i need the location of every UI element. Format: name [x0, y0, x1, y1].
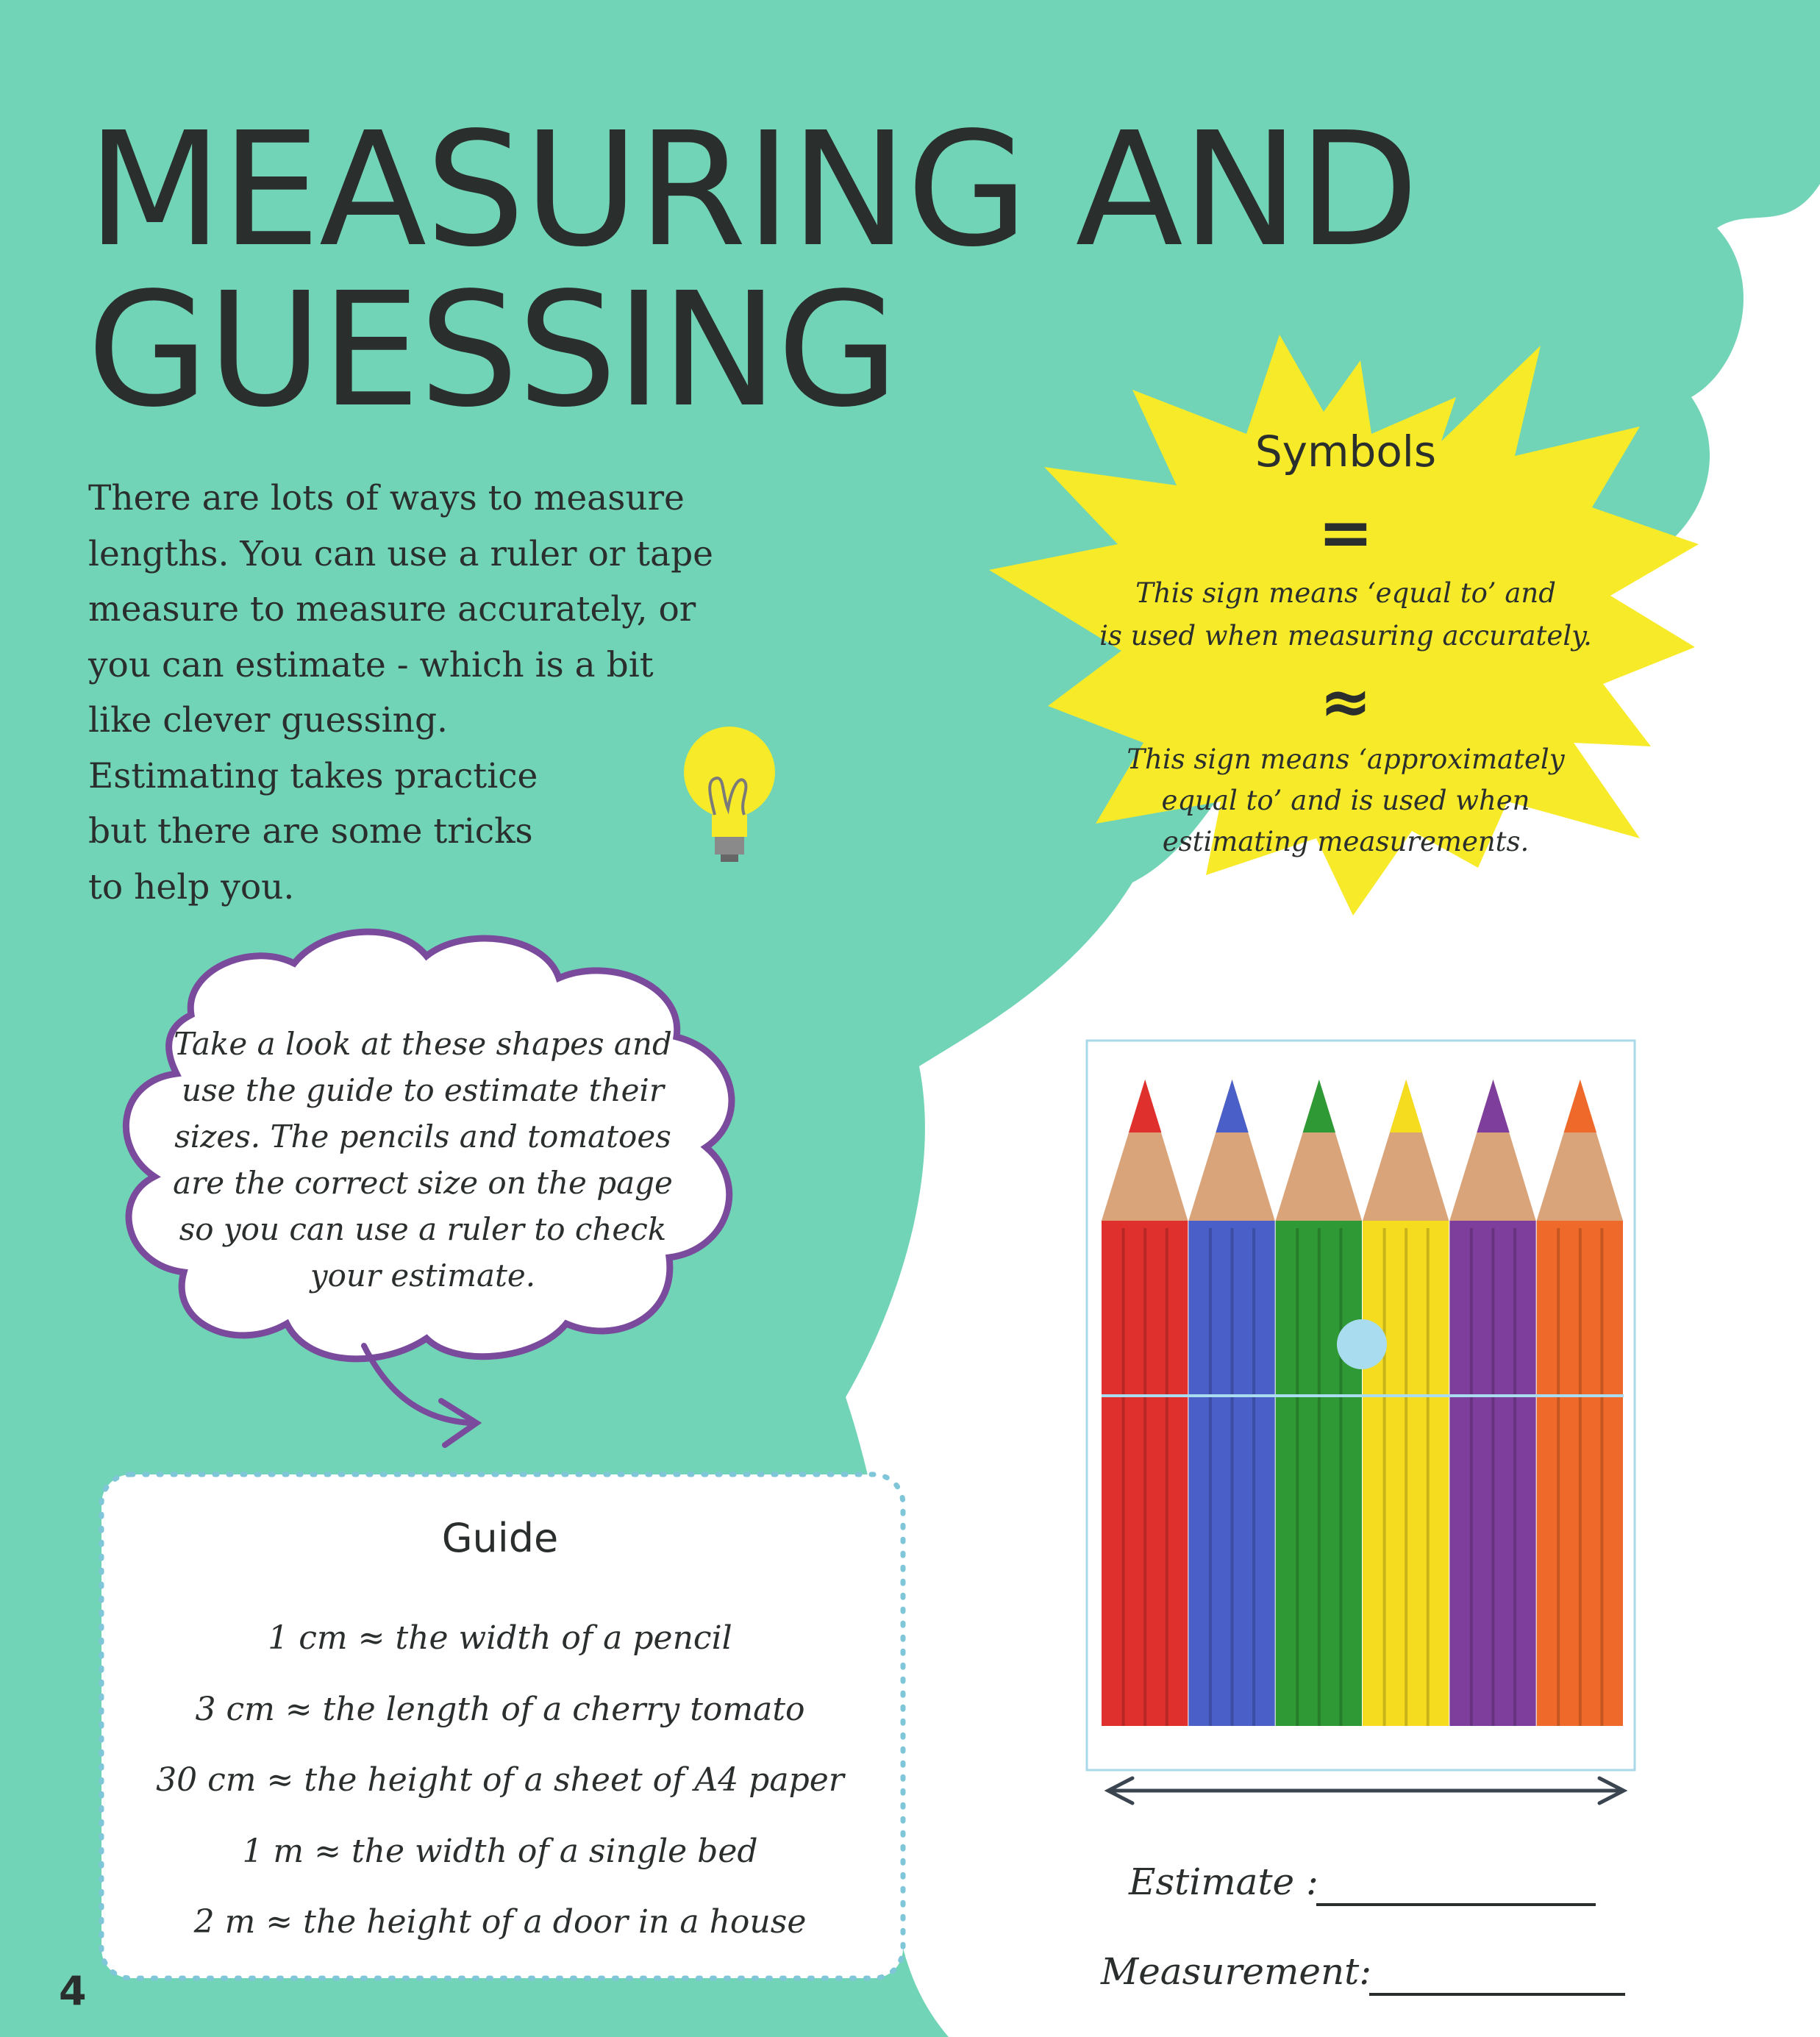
pencil [1363, 1080, 1449, 1726]
intro-line: to help you. [88, 866, 295, 907]
guide-row: 2 m ≈ the height of a door in a house [193, 1903, 807, 1941]
intro-line: lengths. You can use a ruler or tape [88, 533, 713, 574]
equal-description-line: is used when measuring accurately. [1099, 620, 1592, 652]
approximately-sign: ≈ [1319, 666, 1372, 738]
pencil [1276, 1080, 1362, 1726]
pencil-tip [1303, 1080, 1335, 1132]
pencil-tip [1390, 1080, 1422, 1132]
pencil [1102, 1080, 1188, 1726]
tip-line: sizes. The pencils and tomatoes [174, 1119, 671, 1155]
tip-line: Take a look at these shapes and [174, 1026, 672, 1062]
approx-description-line: equal to’ and is used when [1161, 785, 1530, 816]
tip-line: are the correct size on the page [173, 1165, 673, 1201]
tip-text [151, 1021, 695, 1299]
pencil [1537, 1080, 1623, 1726]
estimate-label: Estimate : [1129, 1861, 1318, 1903]
title-line-1: MEASURING AND [87, 99, 1418, 282]
guide-title: Guide [441, 1515, 559, 1561]
intro-line: measure to measure accurately, or [88, 589, 696, 629]
pencil-tip [1477, 1080, 1509, 1132]
intro-line: like clever guessing. [88, 700, 448, 741]
intro-line: you can estimate - which is a bit [88, 644, 654, 685]
blue-dot [1337, 1319, 1387, 1369]
tip-line: use the guide to estimate their [182, 1072, 664, 1108]
equal-description-line: This sign means ‘equal to’ and [1135, 577, 1556, 609]
intro-line: Estimating takes practice [88, 755, 538, 796]
guide-row: 30 cm ≈ the height of a sheet of A4 paper [156, 1761, 844, 1799]
approx-description-line: estimating measurements. [1162, 826, 1530, 857]
intro-line: There are lots of ways to measure [88, 478, 685, 518]
guide-row: 1 cm ≈ the width of a pencil [268, 1619, 732, 1657]
equal-sign: = [1318, 494, 1374, 571]
symbols-title: Symbols [1255, 427, 1437, 477]
intro-line: but there are some tricks [88, 811, 533, 852]
pencil [1449, 1080, 1535, 1726]
pencil-tip [1129, 1080, 1161, 1132]
approx-description [1088, 739, 1603, 863]
pencil-tip [1564, 1080, 1596, 1132]
pencils-group [1102, 1080, 1624, 1726]
width-arrow [1108, 1778, 1624, 1803]
tip-line: so you can use a ruler to check [179, 1211, 667, 1247]
guide-list [118, 1603, 882, 1958]
page-title [87, 99, 1418, 442]
tip-line: your estimate. [310, 1257, 536, 1294]
guide-row: 1 m ≈ the width of a single bed [242, 1832, 758, 1870]
intro-paragraph [88, 471, 868, 915]
approx-description-line: This sign means ‘approximately [1127, 743, 1565, 775]
page-number: 4 [59, 1968, 87, 2014]
pencil [1188, 1080, 1274, 1726]
title-line-2: GUESSING [87, 259, 898, 442]
pencil-tip [1216, 1080, 1248, 1132]
guide-row: 3 cm ≈ the length of a cherry tomato [195, 1690, 805, 1728]
equal-description [1088, 572, 1603, 657]
measurement-label: Measurement: [1101, 1950, 1372, 1993]
